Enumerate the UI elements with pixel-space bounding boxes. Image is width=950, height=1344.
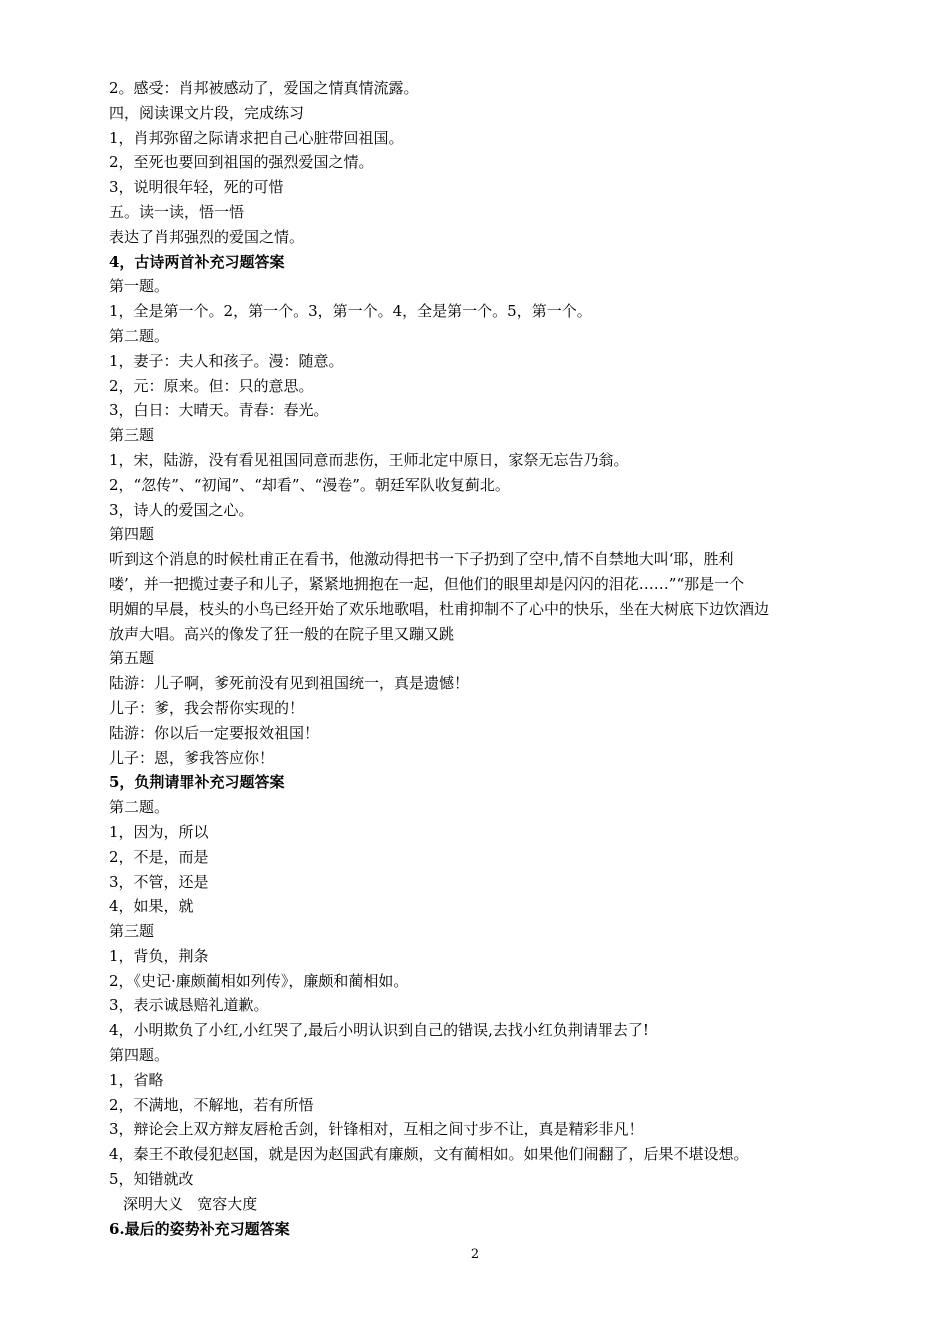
- text-line: 1，妻子：夫人和孩子。漫：随意。: [109, 351, 344, 370]
- text-line: 1，全是第一个。2，第一个。3，第一个。4，全是第一个。5，第一个。: [109, 302, 592, 321]
- text-line: 第一题。: [109, 277, 170, 296]
- text-line: 第二题。: [109, 326, 170, 345]
- text-line: 第五题: [109, 649, 155, 668]
- text-line: 2，元：原来。但：只的意思。: [109, 376, 314, 395]
- text-line: 陆游：你以后一定要报效祖国！: [109, 723, 320, 742]
- text-line: 1，背负，荆条: [109, 946, 209, 965]
- text-line: 1，肖邦弥留之际请求把自己心脏带回祖国。: [109, 128, 404, 147]
- text-line: 2，至死也要回到祖国的强烈爱国之情。: [109, 153, 374, 172]
- text-line: 3，表示诚恳赔礼道歉。: [109, 996, 269, 1015]
- text-line: 2，“忽传”、“初闻”、“却看”、“漫卷”。朝廷军队收复蓟北。: [109, 475, 510, 494]
- text-line: 第三题: [109, 922, 155, 941]
- text-line: 5，知错就改: [109, 1170, 194, 1189]
- text-line: 明媚的早晨，枝头的小鸟已经开始了欢乐地歌唱，杜甫抑制不了心中的快乐，坐在大树底下边饮酒边: [109, 599, 770, 618]
- text-line: 第二题。: [109, 798, 170, 817]
- text-line: 2。感受：肖邦被感动了，爱国之情真情流露。: [109, 79, 419, 97]
- text-line: 放声大唱。高兴的像发了狂一般的在院子里又蹦又跳: [109, 624, 455, 643]
- text-line: 深明大义 宽容大度: [123, 1194, 258, 1213]
- text-line: 陆游：儿子啊，爹死前没有见到祖国统一，真是遗憾！: [109, 674, 470, 693]
- text-line: 3，不管，还是: [109, 872, 209, 891]
- text-line: 1，因为，所以: [109, 822, 209, 841]
- text-line: 儿子：爹，我会帮你实现的！: [109, 698, 305, 717]
- text-line: 3，白日：大晴天。青春：春光。: [109, 401, 329, 420]
- text-line: 第四题: [109, 525, 155, 544]
- text-line: 3，辩论会上双方辩友唇枪舌剑，针锋相对，互相之间寸步不让，真是精彩非凡！: [109, 1120, 644, 1139]
- text-line: 2，不是，而是: [109, 847, 209, 866]
- text-line: 表达了肖邦强烈的爱国之情。: [109, 227, 305, 246]
- text-line: 4，秦王不敢侵犯赵国，就是因为赵国武有廉颇，文有蔺相如。如果他们闹翻了，后果不堪设想。: [109, 1145, 749, 1164]
- section-heading: 5，负荆请罪补充习题答案: [109, 773, 285, 792]
- text-line: 1，省略: [109, 1070, 164, 1089]
- text-line: 3，说明很年轻，死的可惜: [109, 178, 284, 197]
- text-line: 2，不满地，不解地，若有所悟: [109, 1095, 314, 1114]
- section-heading: 4，古诗两首补充习题答案: [109, 252, 285, 271]
- text-line: 听到这个消息的时候杜甫正在看书，他激动得把书一下子扔到了空中,情不自禁地大叫‘耶，胜利: [109, 550, 734, 569]
- text-line: 1，宋，陆游，没有看见祖国同意而悲伤，王师北定中原日，家祭无忘告乃翁。: [109, 450, 629, 469]
- text-line: 第四题。: [109, 1046, 170, 1065]
- text-line: 2，《史记·廉颇蔺相如列传》，廉颇和蔺相如。: [109, 971, 409, 990]
- text-line: 4，小明欺负了小红,小红哭了,最后小明认识到自己的错误,去找小红负荆请罪去了!: [109, 1021, 649, 1040]
- text-line: 四，阅读课文片段，完成练习: [109, 103, 305, 122]
- text-line: 五。读一读，悟一悟: [109, 202, 245, 221]
- document-body: [109, 76, 844, 1241]
- page-number: 2: [470, 1247, 480, 1262]
- text-line: 第三题: [109, 426, 155, 445]
- text-line: 儿子：恩，爹我答应你！: [109, 748, 275, 767]
- text-line: 喽’，并一把揽过妻子和儿子，紧紧地拥抱在一起，但他们的眼里却是闪闪的泪花……”“那是一个: [109, 574, 745, 593]
- section-heading: 6.最后的姿势补充习题答案: [109, 1219, 290, 1238]
- text-line: 4，如果，就: [109, 897, 194, 916]
- text-line: 3，诗人的爱国之心。: [109, 500, 254, 519]
